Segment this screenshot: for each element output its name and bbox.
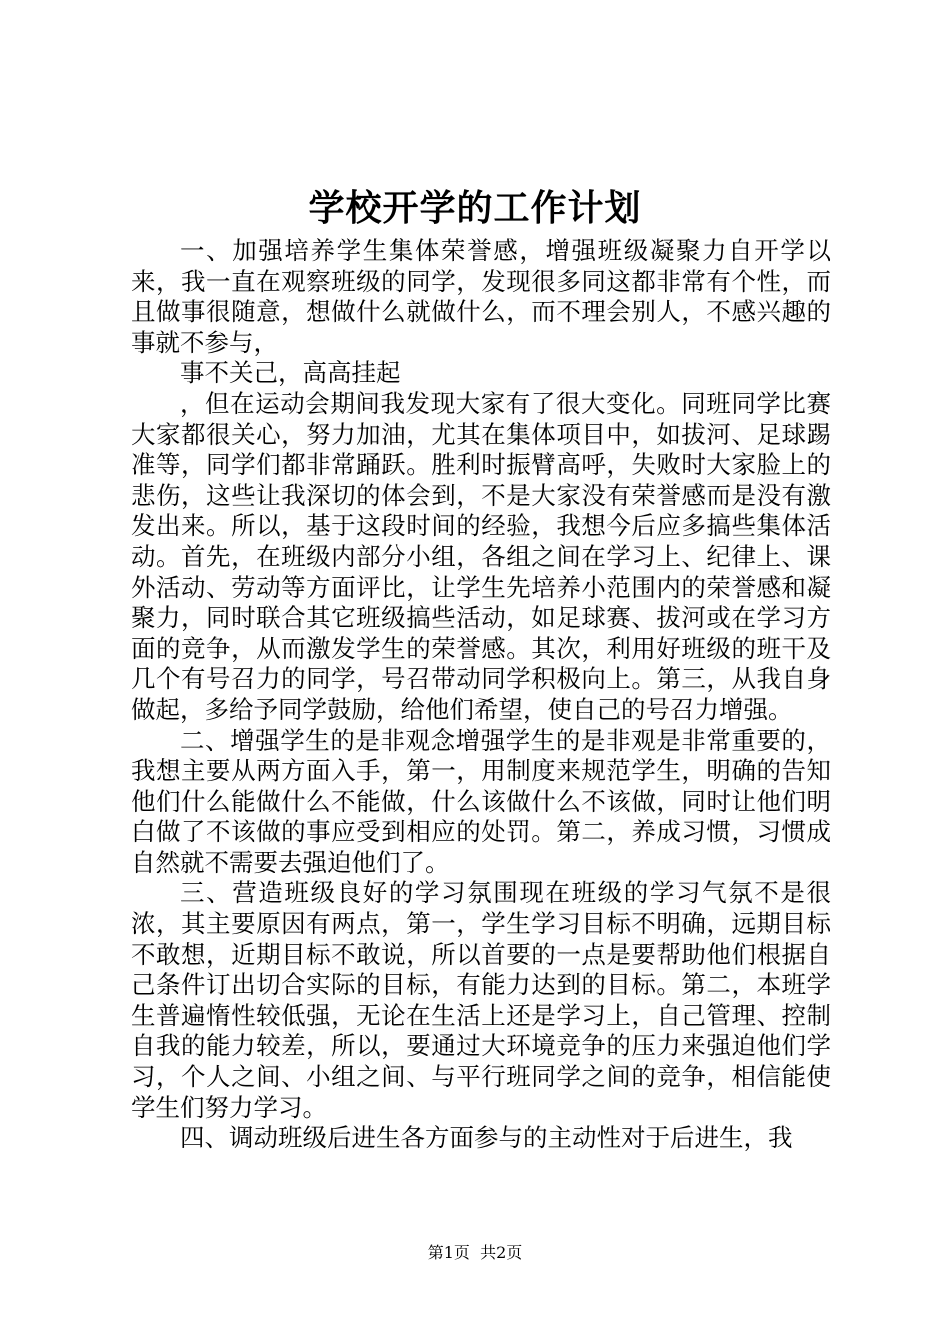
paragraph-6: 四、调动班级后进生各方面参与的主动性对于后进生，我: [180, 1123, 793, 1153]
page-number: 第1页 共2页: [427, 1243, 523, 1262]
paragraph-1: 一、加强培养学生集体荣誉感，增强班级凝聚力自开学以来，我一直在观察班级的同学，发现很多同这都非常有个性，而且做事很随意，想做什么就做什么，而不理会别人，不感兴趣的事就不参与，: [131, 236, 831, 357]
paragraph-3: ，但在运动会期间我发现大家有了很大变化。同班同学比赛大家都很关心，努力加油，尤其在集体项目中，如拔河、足球踢准等，同学们都非常踊跃。胜利时振臂高呼，失败时大家脸上的悲伤，这些让我深切的体会到，不是大家没有荣誉感而是没有激发出来。所以，基于这段时间的经验，我想今后应多搞些集体活动。首先，在班级内部分小组，各组之间在学习上、纪律上、课外活动、劳动等方面评比，让学生先培养小范围内的荣誉感和凝聚力，同时联合其它班级搞些活动，如足球赛、拔河或在学习方面的竞争，从而激发学生的荣誉感。其次，利用好班级的班干及几个有号召力的同学，号召带动同学积极向上。第三，从我自身做起，多给予同学鼓励，给他们希望，使自己的号召力增强。: [131, 388, 831, 724]
paragraph-5: 三、营造班级良好的学习氛围现在班级的学习气氛不是很浓，其主要原因有两点，第一，学生学习目标不明确，远期目标不敢想，近期目标不敢说，所以首要的一点是要帮助他们根据自己条件订出切合实际的目标，有能力达到的目标。第二，本班学生普遍惰性较低强，无论在生活上还是学习上，自己管理、控制自我的能力较差，所以，要通过大环境竞争的压力来强迫他们学习，个人之间、小组之间、与平行班同学之间的竞争，相信能使学生们努力学习。: [131, 878, 831, 1122]
page-footer: [0, 1243, 950, 1263]
paragraph-2: 事不关己，高高挂起: [180, 358, 401, 388]
document-body: [131, 236, 831, 1154]
document-title: 学校开学的工作计划: [308, 187, 642, 229]
paragraph-4: 二、增强学生的是非观念增强学生的是非观是非常重要的，我想主要从两方面入手，第一，用制度来规范学生，明确的告知他们什么能做什么不能做，什么该做什么不该做，同时让他们明白做了不该做的事应受到相应的处罚。第二，养成习惯，习惯成自然就不需要去强迫他们了。: [131, 725, 831, 877]
